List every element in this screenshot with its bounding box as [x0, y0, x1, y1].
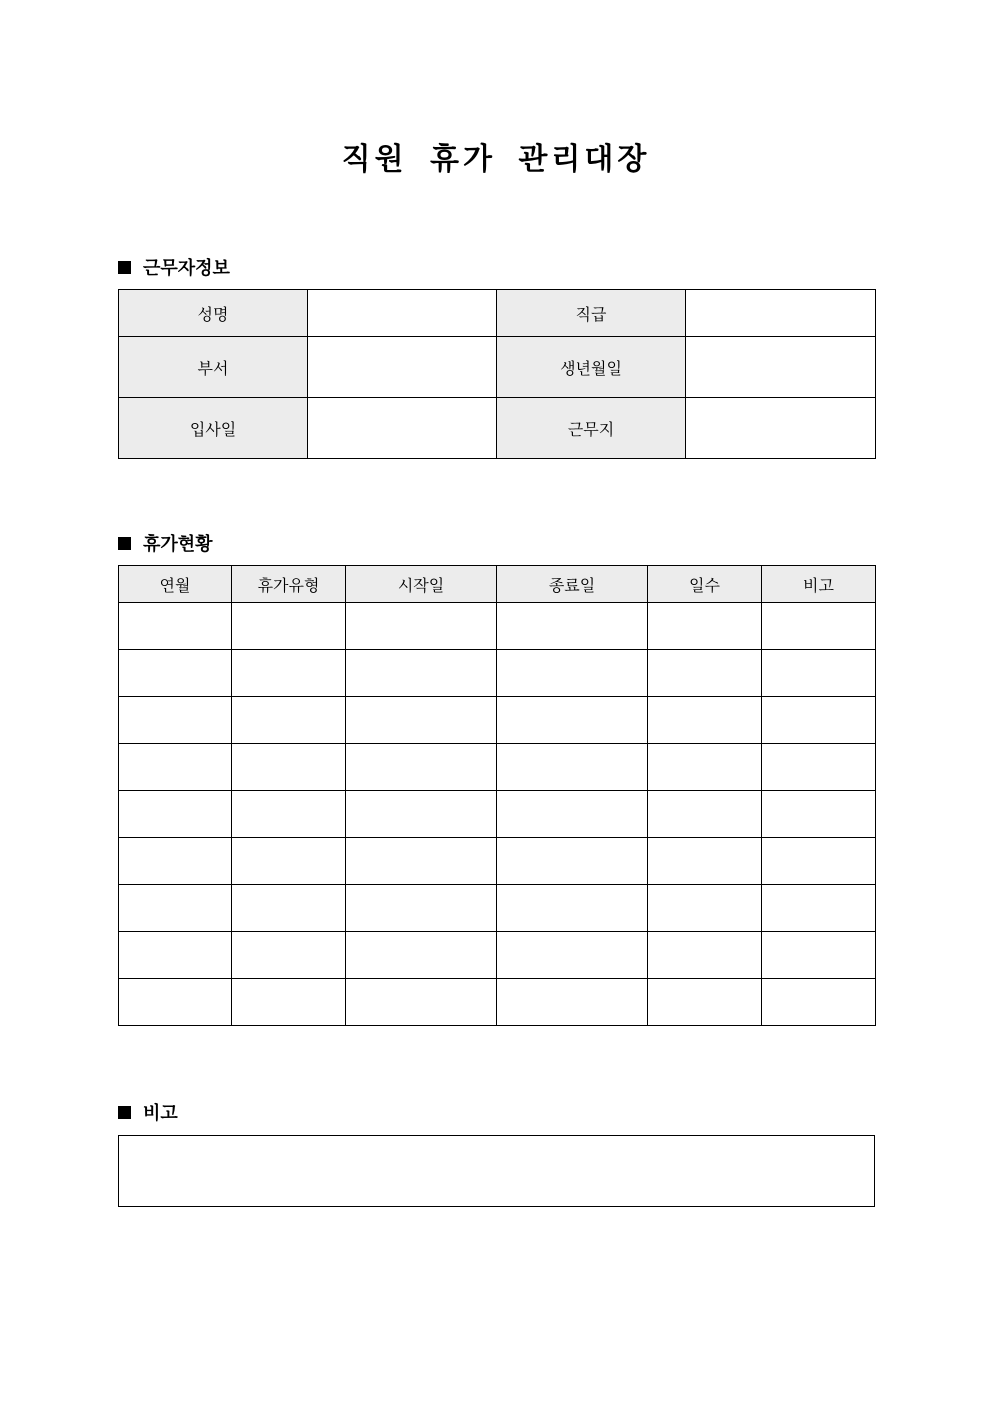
remarks-box[interactable] [118, 1135, 875, 1207]
birthdate-field[interactable] [686, 337, 876, 398]
section-header-worker-info [118, 254, 230, 280]
cell-end-date[interactable] [497, 979, 648, 1026]
cell-end-date[interactable] [497, 697, 648, 744]
cell-start-date[interactable] [346, 650, 497, 697]
cell-remarks[interactable] [762, 650, 876, 697]
cell-leave-type[interactable] [232, 650, 346, 697]
workplace-field[interactable] [686, 398, 876, 459]
position-field[interactable] [686, 290, 876, 337]
square-bullet-icon [118, 261, 131, 274]
section-title: 비고 [143, 1103, 178, 1124]
table-row [119, 603, 876, 650]
cell-start-date[interactable] [346, 791, 497, 838]
table-row [119, 838, 876, 885]
leave-status-table [118, 565, 876, 1026]
cell-year-month[interactable] [119, 650, 232, 697]
cell-leave-type[interactable] [232, 603, 346, 650]
cell-days[interactable] [648, 932, 762, 979]
column-header-year-month: 연월 [119, 566, 232, 603]
cell-year-month[interactable] [119, 885, 232, 932]
cell-end-date[interactable] [497, 838, 648, 885]
cell-remarks[interactable] [762, 979, 876, 1026]
cell-leave-type[interactable] [232, 885, 346, 932]
cell-leave-type[interactable] [232, 697, 346, 744]
cell-remarks[interactable] [762, 744, 876, 791]
square-bullet-icon [118, 1106, 131, 1119]
table-row [119, 697, 876, 744]
worker-info-table [118, 289, 876, 459]
section-header-remarks [118, 1099, 178, 1125]
cell-leave-type[interactable] [232, 791, 346, 838]
cell-start-date[interactable] [346, 603, 497, 650]
cell-end-date[interactable] [497, 791, 648, 838]
hire-date-label: 입사일 [119, 398, 308, 459]
column-header-leave-type: 휴가유형 [232, 566, 346, 603]
birthdate-label: 생년월일 [497, 337, 686, 398]
cell-days[interactable] [648, 979, 762, 1026]
cell-year-month[interactable] [119, 697, 232, 744]
cell-start-date[interactable] [346, 744, 497, 791]
cell-leave-type[interactable] [232, 744, 346, 791]
cell-start-date[interactable] [346, 979, 497, 1026]
table-row [119, 744, 876, 791]
section-title: 근무자정보 [143, 258, 230, 279]
cell-year-month[interactable] [119, 791, 232, 838]
column-header-remarks: 비고 [762, 566, 876, 603]
cell-start-date[interactable] [346, 697, 497, 744]
section-header-leave-status [118, 530, 213, 556]
cell-remarks[interactable] [762, 932, 876, 979]
table-row [119, 791, 876, 838]
cell-days[interactable] [648, 885, 762, 932]
cell-remarks[interactable] [762, 603, 876, 650]
cell-days[interactable] [648, 838, 762, 885]
cell-leave-type[interactable] [232, 979, 346, 1026]
cell-leave-type[interactable] [232, 932, 346, 979]
cell-end-date[interactable] [497, 932, 648, 979]
hire-date-field[interactable] [308, 398, 497, 459]
section-title: 휴가현황 [143, 534, 213, 555]
cell-end-date[interactable] [497, 603, 648, 650]
cell-leave-type[interactable] [232, 838, 346, 885]
workplace-label: 근무지 [497, 398, 686, 459]
cell-end-date[interactable] [497, 650, 648, 697]
column-header-end-date: 종료일 [497, 566, 648, 603]
cell-remarks[interactable] [762, 791, 876, 838]
cell-start-date[interactable] [346, 885, 497, 932]
cell-remarks[interactable] [762, 697, 876, 744]
position-label: 직급 [497, 290, 686, 337]
name-field[interactable] [308, 290, 497, 337]
cell-days[interactable] [648, 603, 762, 650]
table-row [119, 885, 876, 932]
cell-days[interactable] [648, 697, 762, 744]
cell-year-month[interactable] [119, 838, 232, 885]
cell-end-date[interactable] [497, 744, 648, 791]
cell-remarks[interactable] [762, 838, 876, 885]
cell-start-date[interactable] [346, 838, 497, 885]
cell-remarks[interactable] [762, 885, 876, 932]
cell-start-date[interactable] [346, 932, 497, 979]
cell-days[interactable] [648, 744, 762, 791]
table-header-row [119, 566, 876, 603]
department-field[interactable] [308, 337, 497, 398]
column-header-start-date: 시작일 [346, 566, 497, 603]
column-header-days: 일수 [648, 566, 762, 603]
cell-year-month[interactable] [119, 979, 232, 1026]
cell-year-month[interactable] [119, 603, 232, 650]
name-label: 성명 [119, 290, 308, 337]
page-title: 직원 휴가 관리대장 [341, 142, 651, 177]
table-row [119, 650, 876, 697]
cell-days[interactable] [648, 650, 762, 697]
cell-end-date[interactable] [497, 885, 648, 932]
department-label: 부서 [119, 337, 308, 398]
cell-days[interactable] [648, 791, 762, 838]
square-bullet-icon [118, 537, 131, 550]
table-row [119, 979, 876, 1026]
cell-year-month[interactable] [119, 744, 232, 791]
cell-year-month[interactable] [119, 932, 232, 979]
table-row [119, 932, 876, 979]
